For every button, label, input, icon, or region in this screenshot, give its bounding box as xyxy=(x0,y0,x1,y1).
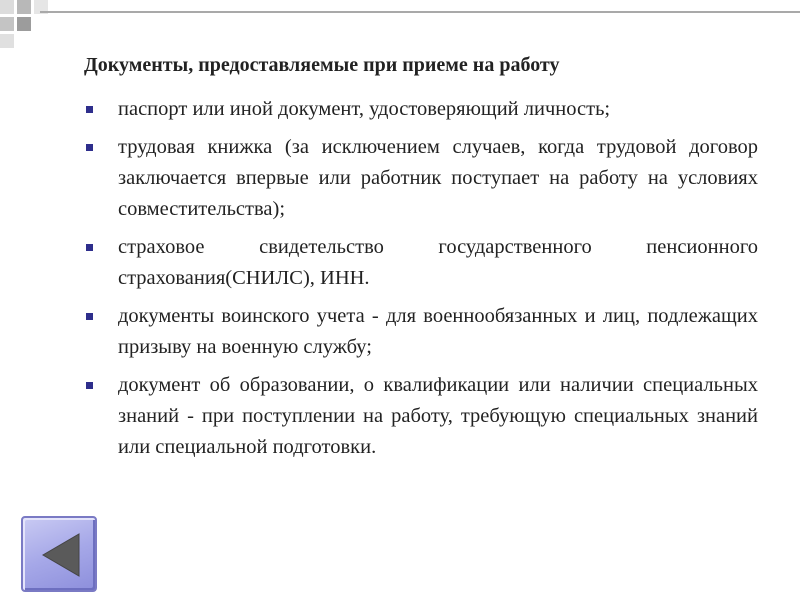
bullet-square-icon xyxy=(86,244,93,251)
list-item-text: страховое свидетельство государственного пенсионного страхования(СНИЛС), ИНН. xyxy=(118,236,758,289)
slide-title: Документы, предоставляемые при приеме на работу xyxy=(84,54,560,76)
bullet-list xyxy=(84,94,758,470)
decor-square xyxy=(0,34,14,48)
corner-decoration xyxy=(0,0,64,48)
list-item-text: трудовая книжка (за исключением случаев, когда трудовой договор заключается впервые или работник поступает на работу на условиях совместительства); xyxy=(118,136,758,220)
list-item xyxy=(84,370,758,463)
list-item-text: паспорт или иной документ, удостоверяющий личность; xyxy=(118,98,611,120)
decor-square xyxy=(17,17,31,31)
bullet-square-icon xyxy=(86,382,93,389)
bullet-square-icon xyxy=(86,144,93,151)
back-button[interactable] xyxy=(21,516,97,592)
decor-square xyxy=(0,0,14,14)
list-item-text: документы воинского учета - для военнообязанных и лиц, подлежащих призыву на военную службу; xyxy=(118,305,758,358)
bullet-square-icon xyxy=(86,313,93,320)
list-item xyxy=(84,132,758,225)
list-item xyxy=(84,301,758,363)
decor-square xyxy=(0,17,14,31)
list-item xyxy=(84,94,758,125)
top-divider xyxy=(40,11,800,13)
decor-square xyxy=(17,0,31,14)
bullet-square-icon xyxy=(86,106,93,113)
left-arrow-icon xyxy=(41,532,81,578)
list-item xyxy=(84,232,758,294)
list-item-text: документ об образовании, о квалификации или наличии специальных знаний - при поступлении на работу, требующую специальных знаний или специальной подготовки. xyxy=(118,374,758,458)
